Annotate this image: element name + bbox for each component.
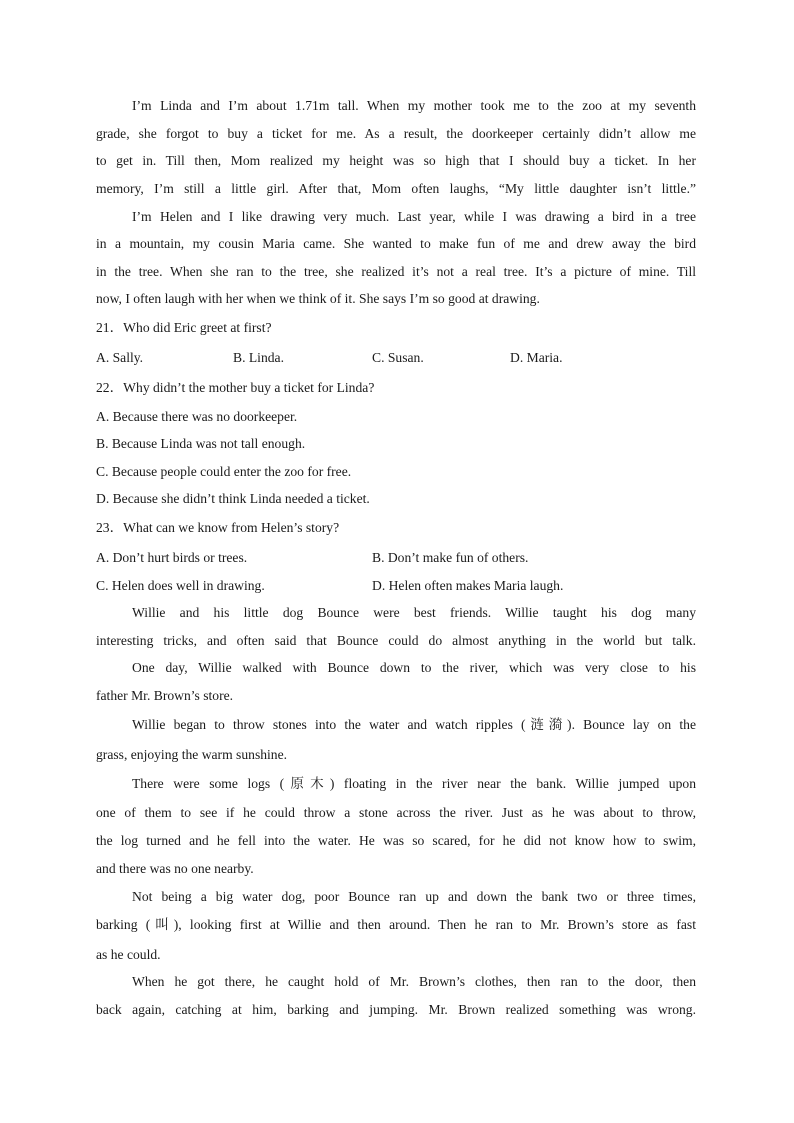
linda-line-2: grade, she forgot to buy a ticket for me. As a result, the doorkeeper certainly didn’t allow me	[96, 126, 696, 141]
question-23-option-c: C. Helen does well in drawing.	[96, 578, 265, 593]
story-p3-line-2: grass, enjoying the warm sunshine.	[96, 747, 288, 762]
helen-line-3: in the tree. When she ran to the tree, she realized it’s not a real tree. It’s a picture of mine. Till	[96, 264, 696, 279]
story-p3-line-1: Willie began to throw stones into the water and watch ripples (涟漪). Bounce lay on the	[132, 717, 696, 732]
question-22-stem: 22．Why didn’t the mother buy a ticket for Linda?	[96, 380, 375, 395]
question-21-option-a: A. Sally.	[96, 350, 144, 365]
story-p2-line-2: father Mr. Brown’s store.	[96, 688, 234, 703]
question-23-option-d: D. Helen often makes Maria laugh.	[372, 578, 564, 593]
story-p6-line-2: back again, catching at him, barking and jumping. Mr. Brown realized something was wrong.	[96, 1002, 696, 1017]
linda-line-1: I’m Linda and I’m about 1.71m tall. When my mother took me to the zoo at my seventh	[132, 98, 696, 113]
linda-line-4: memory, I’m still a little girl. After that, Mom often laughs, “My little daughter isn’t little.”	[96, 181, 696, 196]
story-p1-line-2: interesting tricks, and often said that Bounce could do almost anything in the world but talk.	[96, 633, 696, 648]
question-21-option-b: B. Linda.	[233, 350, 284, 365]
question-21-stem: 21．Who did Eric greet at first?	[96, 320, 272, 335]
helen-line-4: now, I often laugh with her when we think of it. She says I’m so good at drawing.	[96, 291, 540, 306]
story-p4-line-2: one of them to see if he could throw a stone across the river. Just as he was about to throw,	[96, 805, 696, 820]
question-22-option-c: C. Because people could enter the zoo for free.	[96, 464, 352, 479]
question-22-option-b: B. Because Linda was not tall enough.	[96, 436, 306, 451]
story-p1-line-1: Willie and his little dog Bounce were best friends. Willie taught his dog many	[132, 605, 696, 620]
story-p5-line-1: Not being a big water dog, poor Bounce ran up and down the bank two or three times,	[132, 889, 696, 904]
helen-line-1: I’m Helen and I like drawing very much. Last year, while I was drawing a bird in a tree	[132, 209, 696, 224]
story-p2-line-1: One day, Willie walked with Bounce down to the river, which was very close to his	[132, 660, 696, 675]
story-p4-line-1: There were some logs (原木) floating in the river near the bank. Willie jumped upon	[132, 776, 696, 791]
question-21-option-d: D. Maria.	[510, 350, 563, 365]
helen-line-2: in a mountain, my cousin Maria came. She wanted to make fun of me and drew away the bird	[96, 236, 696, 251]
question-23-option-a: A. Don’t hurt birds or trees.	[96, 550, 248, 565]
story-p4-line-4: and there was no one nearby.	[96, 861, 254, 876]
question-21-option-c: C. Susan.	[372, 350, 424, 365]
question-22-option-a: A. Because there was no doorkeeper.	[96, 409, 298, 424]
story-p5-line-2: barking (叫), looking first at Willie and then around. Then he ran to Mr. Brown’s store as fast	[96, 917, 696, 932]
story-p6-line-1: When he got there, he caught hold of Mr. Brown’s clothes, then ran to the door, then	[132, 974, 696, 989]
question-22-option-d: D. Because she didn’t think Linda needed a ticket.	[96, 491, 370, 506]
question-23-stem: 23．What can we know from Helen’s story?	[96, 520, 340, 535]
story-p5-line-3: as he could.	[96, 947, 161, 962]
linda-line-3: to get in. Till then, Mom realized my height was so high that I should buy a ticket. In her	[96, 153, 696, 168]
story-p4-line-3: the log turned and he fell into the water. He was so scared, for he did not know how to swim,	[96, 833, 696, 848]
question-23-option-b: B. Don’t make fun of others.	[372, 550, 529, 565]
